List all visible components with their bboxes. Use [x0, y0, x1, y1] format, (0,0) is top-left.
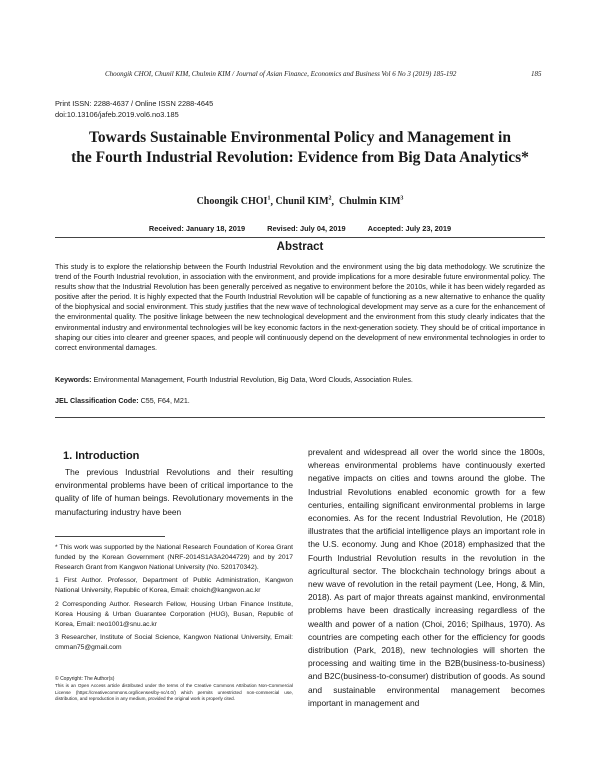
right-column-body — [308, 446, 545, 710]
page-number: 185 — [531, 70, 542, 78]
license-notice — [55, 676, 293, 703]
footnote-funding: * This work was supported by the National Research Foundation of Korea Grant funded by the Korean Government (NRF-2014S1A3A2044729) and by 2017 Research Grant from Kangwon National University (No. 520170342). — [55, 544, 293, 571]
paper-title — [0, 128, 600, 168]
doi-line: doi:10.13106/jafeb.2019.vol6.no3.185 — [55, 110, 179, 119]
accepted-date: Accepted: July 23, 2019 — [367, 224, 452, 233]
footnote-divider — [55, 536, 165, 537]
abstract-heading: Abstract — [276, 241, 324, 253]
jel-text: C55, F64, M21. — [140, 397, 190, 405]
keywords-label: Keywords: — [55, 376, 92, 384]
keywords — [55, 376, 545, 384]
running-header-text: Choongik CHOI, Chunil KIM, Chulmin KIM / Journal of Asian Finance, Economics and Business Vol 6 No 3 (2019) 185-192 — [105, 70, 457, 78]
revised-date: Revised: July 04, 2019 — [267, 224, 346, 233]
received-date: Received: January 18, 2019 — [148, 224, 246, 233]
title-line-1: Towards Sustainable Environmental Policy and Management in — [88, 129, 511, 146]
author-1: Choongik CHOI$^1$ — [196, 196, 271, 208]
footnote-first-author: 1 First Author. Professor, Department of Public Administration, Kangwon National University, Republic of Korea, Email: choich@kangwon.ac.kr — [55, 577, 293, 595]
author-2: Chunil KIM$^2$ — [275, 196, 332, 208]
jel-label: JEL Classification Code: — [55, 397, 139, 405]
license-text: This is an Open Access article distributed under the terms of the Creative Commons Attribution Non-Commercial License (https://creativecommons.org/licenses/by-nc/4.0/) which permits unrestricted non-commercial use, distribution, and reproduction in any medium, provided the original work is properly cited. — [55, 683, 293, 702]
issn-line: Print ISSN: 2288-4637 / Online ISSN 2288-4645 — [55, 99, 214, 108]
issn-block — [55, 98, 213, 120]
abstract-text: This study is to explore the relationship between the Fourth Industrial Revolution and the environment using the big data methodology. We scrutinize the trend of the Fourth Industrial revolution, in association with the environment, and provide implications for a more desirable future environmental policy. The results show that the Industrial Revolution has been generally perceived as negative to environment before the 2010s, while it has been widely regarded as positive after the period. It is highly expected that the Fourth Industrial Revolution will be capable of functioning as a new alternative to enhance the quality of the biophysical and social environment. This study justifies that the new wave of technological development may serve as a cure for the enhancement of the environmental quality. The positive linkage between the new technological development and the environment from this study clearly indicates that the environmental industry and environmental technologies will be key economic factors in the next-generation society. They should be of critical importance in shaping our cities into clearer and greener spaces, and people will continuously depend on the development of new environmental technologies in order to correct environmental damages. — [55, 263, 545, 352]
left-column-body — [55, 466, 293, 519]
footnote-corresponding-author: 2 Corresponding Author. Research Fellow, Housing Urban Finance Institute, Korea Housing & Urban Guarantee Corporation (HUG), Busan, Republic of Korea, Email: neo1001@snu.ac.kr — [55, 600, 294, 628]
title-line-2: the Fourth Industrial Revolution: Evidence from Big Data Analytics* — [71, 149, 529, 166]
keywords-text: Environmental Management, Fourth Industrial Revolution, Big Data, Word Clouds, Association Rules. — [93, 376, 413, 384]
author-list: Choongik CHOI$^1$, Chunil KIM$^2$, Chulmin KIM$^3$ — [196, 196, 404, 208]
author-3: Chulmin KIM$^3$ — [339, 196, 404, 208]
footnote-third-author: 3 Researcher, Institute of Social Science, Kangwon National University, Email: cmman75@gmail.com — [55, 634, 294, 652]
right-paragraph: prevalent and widespread all over the world since the 1800s, whereas environmental problems have continuously exerted negative impacts on cities and towns around the globe. The Industrial Revolutions enabled economic growth for a few centuries, entailing significant environmental problems in large economies. As for the recent Industrial Revolution, He (2018) illustrates that the artificial intelligence plays an important role in the U.S. economy. Jung and Khoe (2018) emphasized that the Fourth Industrial Revolution results in the revolution in the agricultural sector. The blockchain technology brings about a new wave of revolution in the retail payment (Lee, Hong, & Min, 2018). As part of major threats against mankind, environmental problems have been drastically increasing regardless of the wealth and power of a nation (Choi, 2016; Spilhaus, 1970). As countries are competing each other for the efficiency for goods distribution (Park, 2018), new technologies will shorten the processing and waiting time in the B2B(business-to-business) and B2C(business-to-consumer) distribution of goods. As sound and sustainable environmental management becomes important in management and — [308, 447, 545, 708]
section-heading: 1. Introduction — [63, 450, 140, 462]
divider-top — [55, 237, 545, 238]
submission-dates — [0, 224, 600, 233]
footnotes — [55, 543, 293, 657]
divider-bottom — [55, 417, 545, 418]
copyright-line: © Copyright: The Author(s) — [55, 676, 115, 682]
jel-codes — [55, 397, 545, 405]
left-paragraph: The previous Industrial Revolutions and their resulting environmental problems have been of critical importance to the quality of life of human beings. Revolutionary movements in the manufacturing industry have been — [55, 467, 293, 517]
